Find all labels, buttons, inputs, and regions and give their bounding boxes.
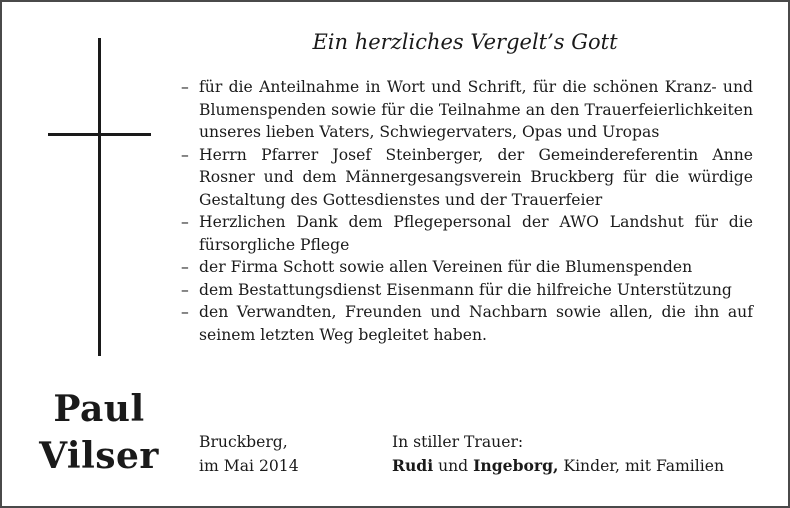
thanks-item [181,256,753,279]
mourners-and: und [438,457,469,475]
mourners-rest: Kinder, mit Familien [563,457,725,475]
thanks-item-text: den Verwandten, Freunden und Nachbarn sowie allen, die ihn auf seinem letzten Weg begleitet haben. [199,303,753,344]
date-text: im Mai 2014 [199,457,299,475]
thanks-item-text: für die Anteilnahme in Wort und Schrift, für die schönen Kranz- und Blumenspenden sowie für die Teilnahme an den Trauerfeierlichkeiten unseres lieben Vaters, Schwiegervaters, Opas und Uropas [199,78,753,141]
list-dash: – [181,145,189,164]
thanks-item-text: der Firma Schott sowie allen Vereinen für die Blumenspenden [199,258,693,276]
thanks-item-text: Herrn Pfarrer Josef Steinberger, der Gemeindereferentin Anne Rosner und dem Männergesangsverein Bruckberg für die würdige Gestaltung des Gottesdienstes und der Trauerfeier [199,145,753,209]
notice-heading: Ein herzliches Vergelt’s Gott [312,30,618,54]
list-dash: – [181,213,189,231]
mourner-name-1: Rudi [392,456,434,475]
list-dash: – [181,258,189,276]
mourner-name-2: Ingeborg, [473,456,559,475]
cross-horizontal-bar [48,133,151,136]
mourners-block [392,430,724,478]
thanks-item-text: dem Bestattungsdienst Eisenmann für die hilfreiche Unterstützung [199,280,732,299]
mourners-line [392,454,724,478]
deceased-last-name: Vilser [39,435,159,477]
thanks-item-text: Herzlichen Dank dem Pflegepersonal der AWO Landshut für die fürsorgliche Pflege [199,213,753,254]
thanks-item [181,76,753,144]
cross-vertical-bar [98,38,101,356]
thanks-item [181,211,753,256]
place-date-block [199,430,299,478]
list-dash: – [181,280,189,299]
mourning-intro: In stiller Trauer: [392,433,524,451]
list-dash: – [181,78,189,96]
thanks-item [181,144,753,212]
thanks-item [181,279,753,302]
deceased-first-name: Paul [53,388,145,430]
place-text: Bruckberg, [199,433,288,451]
thanks-item [181,301,753,346]
list-dash: – [181,303,189,321]
thanks-list [181,76,753,346]
